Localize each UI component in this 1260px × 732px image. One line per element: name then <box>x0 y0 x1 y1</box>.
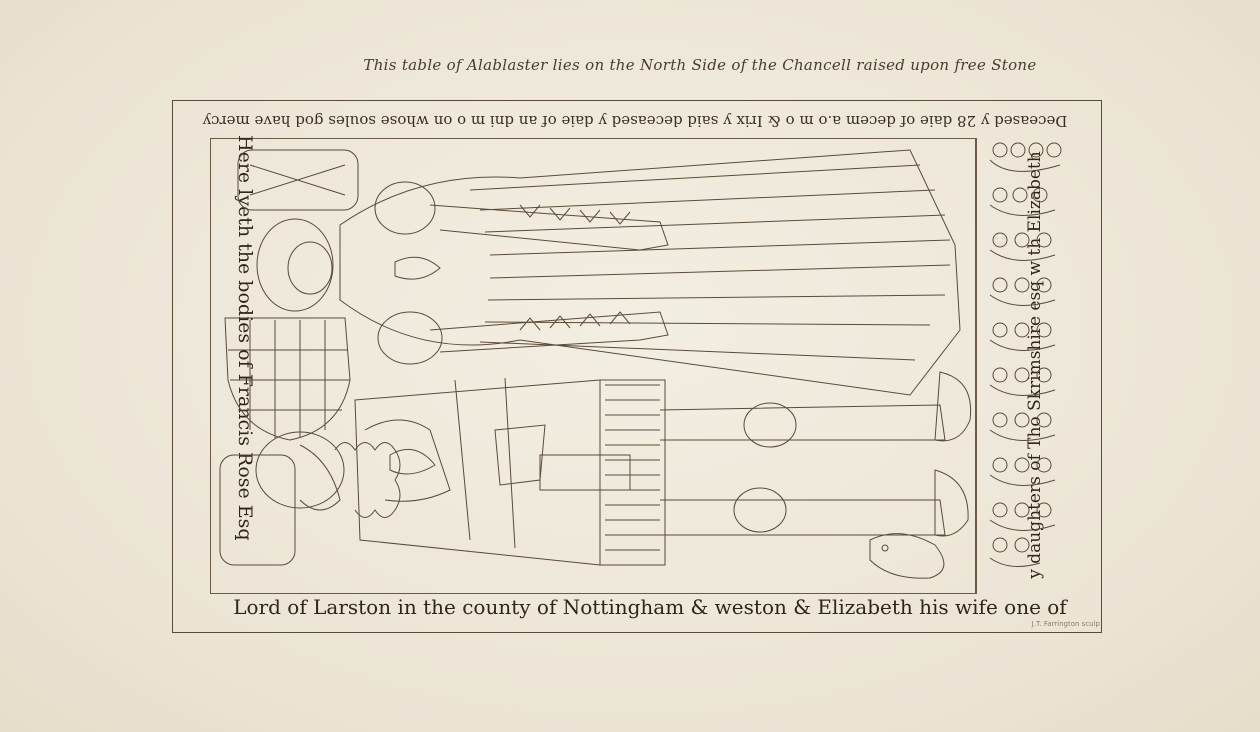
inscription-bottom: Lord of Larston in the county of Nottingham & weston & Elizabeth his wife one of <box>233 595 1067 619</box>
inscription-left: Here lyeth the bodies of Francis Rose Esq <box>234 135 256 541</box>
inscription-right: y daughters of Tho Skrimshire esq w th Elizabeth <box>1025 151 1045 579</box>
knight-effigy <box>220 372 971 578</box>
artist-signature: J.T. Farrington sculp <box>1031 620 1100 628</box>
children-figures <box>990 143 1061 567</box>
lady-effigy <box>238 150 960 395</box>
caption-text: This table of Alablaster lies on the North Side of the Chancell raised upon free Stone <box>363 56 1037 74</box>
inscription-top: Deceased y 28 daie of decem a.o m o & Irix y said deceased y daie of an dni m o on whose soules god have mercy <box>202 112 1068 130</box>
heraldic-shield <box>225 318 350 440</box>
